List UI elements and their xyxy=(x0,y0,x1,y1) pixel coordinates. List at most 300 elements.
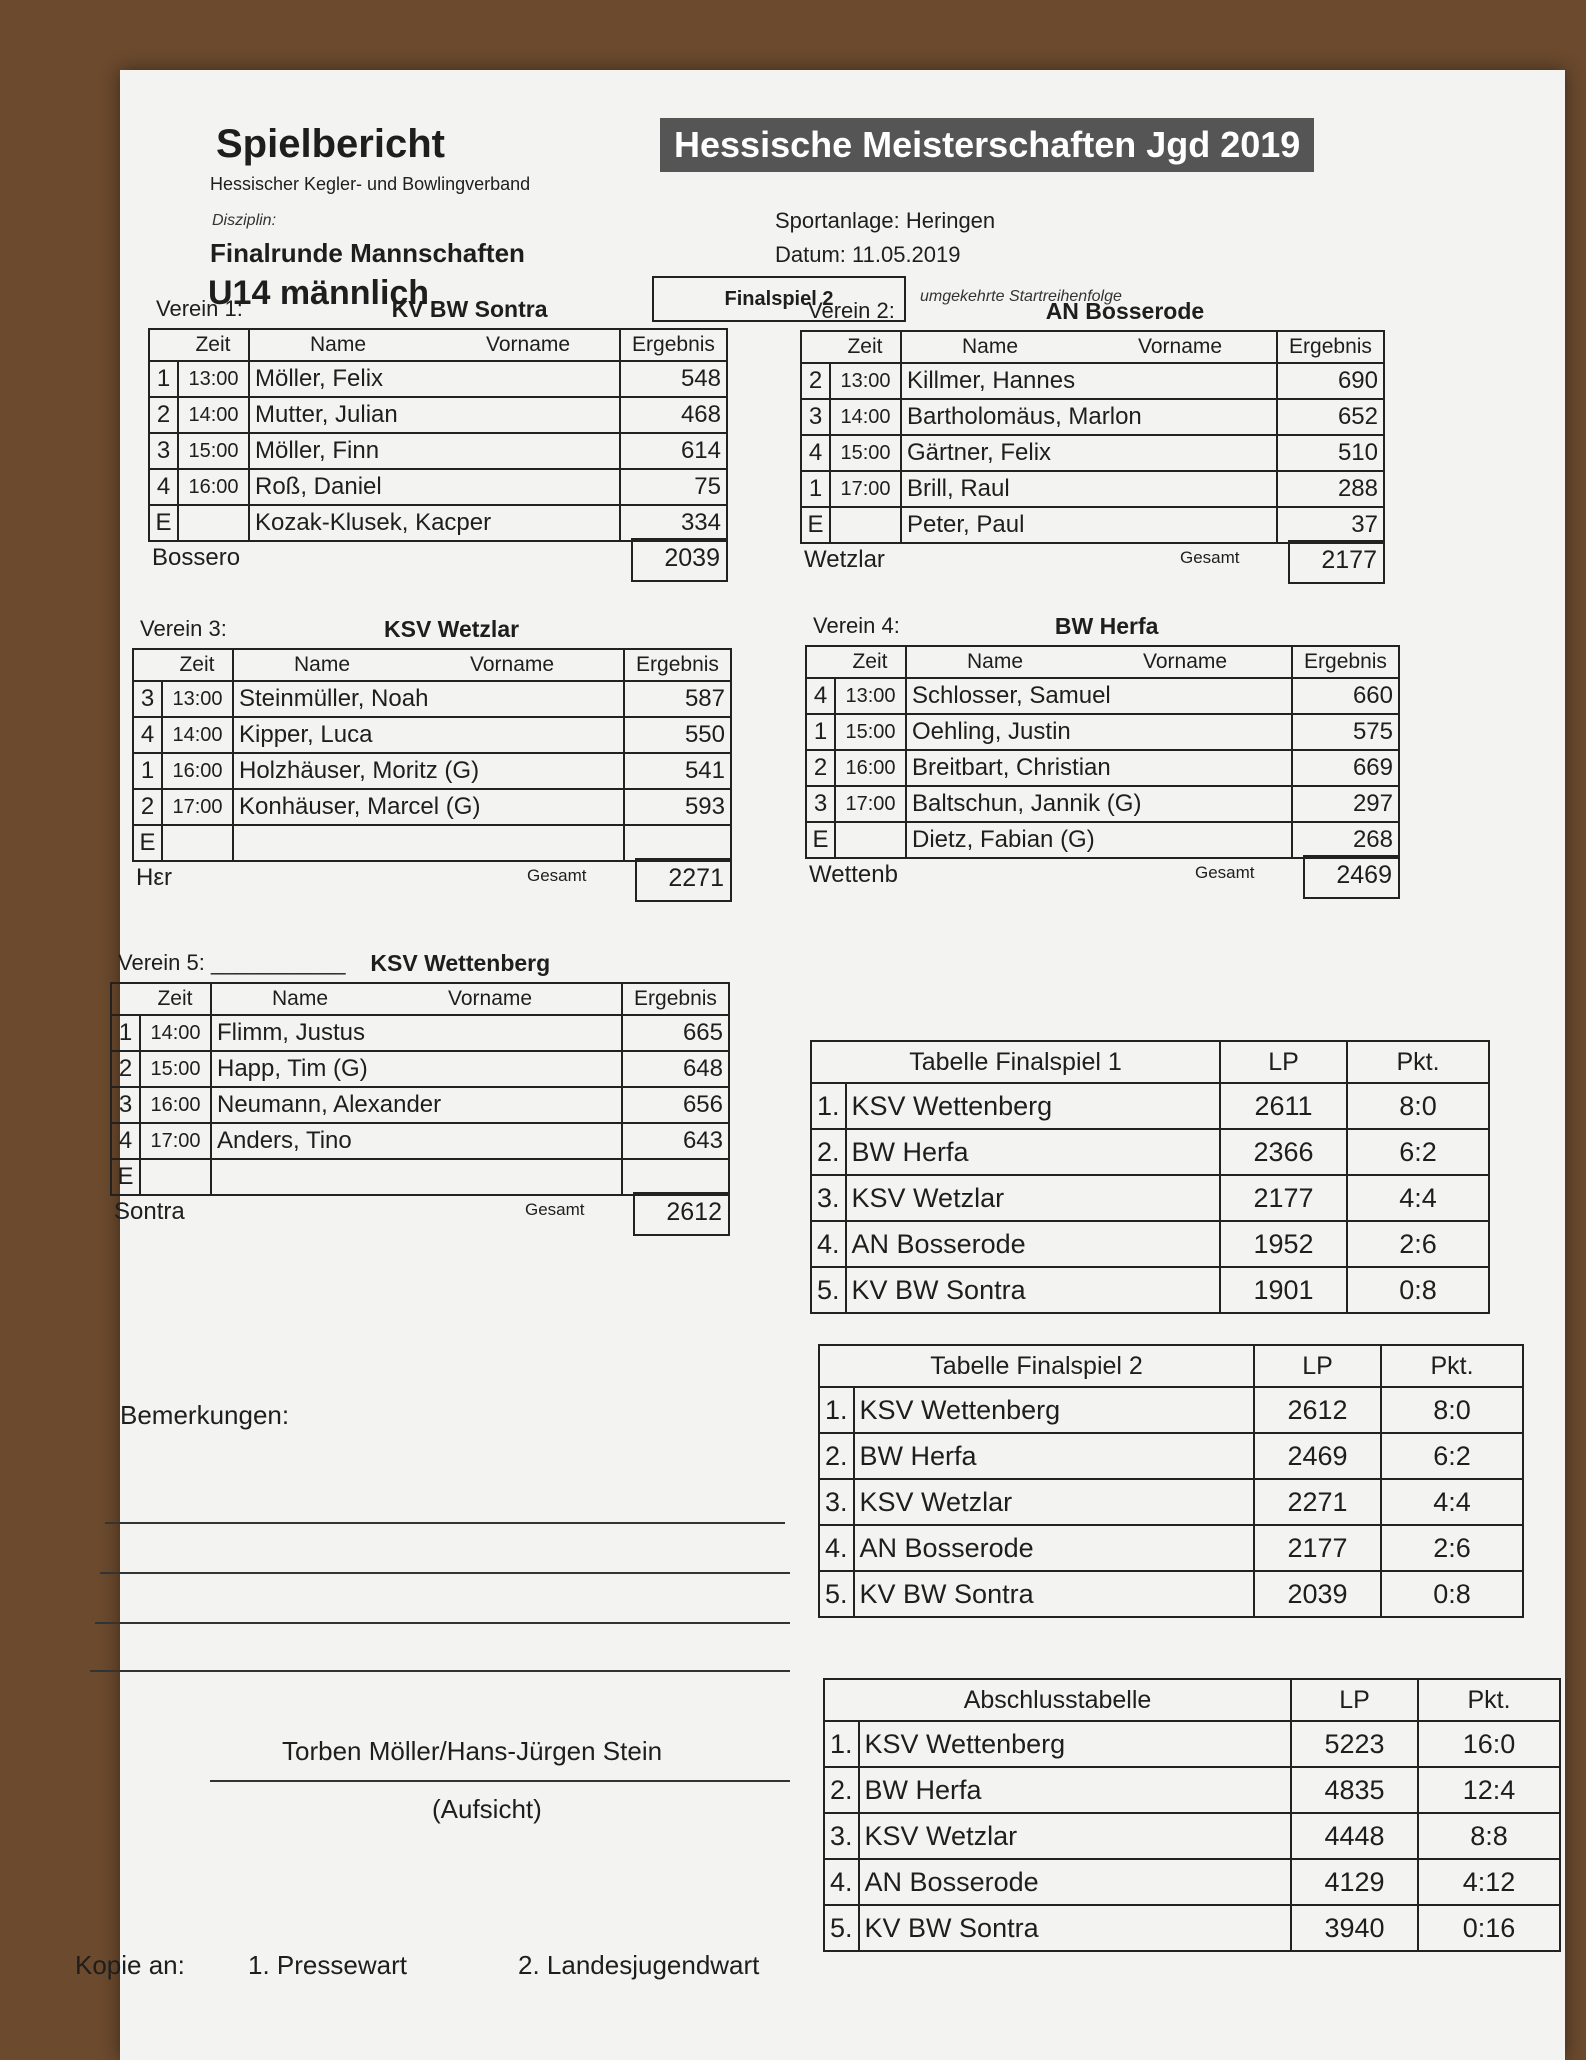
club-points: 0:16 xyxy=(1418,1905,1560,1951)
rank: 2. xyxy=(824,1767,859,1813)
player-number: 1 xyxy=(111,1015,140,1051)
team-label: Verein 5: ___________ xyxy=(118,950,346,975)
player-name: Flimm, Justus xyxy=(211,1015,622,1051)
player-name: Anders, Tino xyxy=(211,1123,622,1159)
player-time: 14:00 xyxy=(178,397,249,433)
club-name: KV BW Sontra xyxy=(859,1905,1291,1951)
club-name: KSV Wetzlar xyxy=(846,1175,1220,1221)
table-row xyxy=(811,1083,1489,1129)
table-row xyxy=(801,435,1384,471)
club-lp: 2612 xyxy=(1254,1387,1381,1433)
player-number: 4 xyxy=(801,435,830,471)
player-name: Breitbart, Christian xyxy=(906,750,1292,786)
club-name: BW Herfa xyxy=(854,1433,1254,1479)
player-time xyxy=(140,1159,211,1195)
player-time xyxy=(162,825,233,861)
table-row xyxy=(806,714,1399,750)
team-name: KSV Wetzlar xyxy=(384,616,520,642)
club-lp: 4129 xyxy=(1291,1859,1418,1905)
player-number: 2 xyxy=(133,789,162,825)
table-row xyxy=(819,1387,1523,1433)
club-lp: 2469 xyxy=(1254,1433,1381,1479)
player-number: 2 xyxy=(149,397,178,433)
player-time: 16:00 xyxy=(835,750,906,786)
club-name: KSV Wetzlar xyxy=(859,1813,1291,1859)
col-name xyxy=(249,329,620,361)
player-name: Möller, Finn xyxy=(249,433,620,469)
player-name: Möller, Felix xyxy=(249,361,620,397)
club-name: KV BW Sontra xyxy=(854,1571,1254,1617)
player-time: 15:00 xyxy=(830,435,901,471)
team-name: BW Herfa xyxy=(1054,613,1159,639)
supervisor-role: (Aufsicht) xyxy=(432,1794,542,1824)
club-points: 6:2 xyxy=(1347,1129,1489,1175)
col-nr xyxy=(806,646,835,678)
player-time: 17:00 xyxy=(162,789,233,825)
club-lp: 1901 xyxy=(1220,1267,1347,1313)
col-vorname-label: Vorname xyxy=(486,333,571,356)
table-row xyxy=(806,750,1399,786)
remarks-label: Bemerkungen: xyxy=(120,1400,290,1430)
club-lp: 4835 xyxy=(1291,1767,1418,1813)
team-total: 2177 xyxy=(1288,540,1385,584)
player-time xyxy=(835,822,906,858)
signature-line xyxy=(210,1780,790,1782)
player-time: 13:00 xyxy=(830,363,901,399)
team-name: KV BW Sontra xyxy=(391,296,548,322)
club-lp: 2271 xyxy=(1254,1479,1381,1525)
player-number: 3 xyxy=(801,399,830,435)
player-time xyxy=(830,507,901,543)
player-time: 15:00 xyxy=(835,714,906,750)
team-city: Bossero xyxy=(152,544,241,571)
col-zeit: Zeit xyxy=(162,649,233,681)
game-box: Finalspiel 2 xyxy=(652,276,906,322)
player-name: Happ, Tim (G) xyxy=(211,1051,622,1087)
team-table xyxy=(110,982,730,1196)
table-row xyxy=(801,399,1384,435)
player-name: Kipper, Luca xyxy=(233,717,624,753)
standings-table xyxy=(823,1678,1561,1952)
table-row xyxy=(149,505,727,541)
club-points: 16:0 xyxy=(1418,1721,1560,1767)
rank: 1. xyxy=(824,1721,859,1767)
player-number: 2 xyxy=(801,363,830,399)
player-score: 669 xyxy=(1292,750,1399,786)
club-points: 2:6 xyxy=(1347,1221,1489,1267)
team-total: 2039 xyxy=(631,538,728,582)
remarks-line xyxy=(100,1572,790,1574)
player-score: 510 xyxy=(1277,435,1384,471)
rank: 3. xyxy=(824,1813,859,1859)
club-lp: 2177 xyxy=(1254,1525,1381,1571)
col-name-label: Name xyxy=(967,650,1024,673)
col-pkt: Pkt. xyxy=(1347,1041,1489,1083)
table-row xyxy=(801,363,1384,399)
col-pkt: Pkt. xyxy=(1418,1679,1560,1721)
club-name: KSV Wetzlar xyxy=(854,1479,1254,1525)
col-zeit: Zeit xyxy=(140,983,211,1015)
discipline-label: Disziplin: xyxy=(212,212,277,229)
team-table xyxy=(148,328,728,542)
club-points: 0:8 xyxy=(1381,1571,1523,1617)
remarks-line xyxy=(90,1670,790,1672)
total-label: Gesamt xyxy=(1195,863,1255,882)
table-row xyxy=(801,507,1384,543)
table-row xyxy=(149,361,727,397)
report-title: Spielbericht xyxy=(216,122,445,166)
player-time: 13:00 xyxy=(835,678,906,714)
table-header-row xyxy=(819,1345,1523,1387)
table-header-row xyxy=(806,646,1399,678)
player-time: 15:00 xyxy=(140,1051,211,1087)
player-score: 593 xyxy=(624,789,731,825)
player-name xyxy=(211,1159,622,1195)
col-nr xyxy=(133,649,162,681)
table-row xyxy=(819,1571,1523,1617)
col-vorname-label: Vorname xyxy=(1138,335,1223,358)
team-city: Wettenb xyxy=(809,861,898,888)
table-row xyxy=(824,1859,1560,1905)
club-name: AN Bosserode xyxy=(846,1221,1220,1267)
player-name: Baltschun, Jannik (G) xyxy=(906,786,1292,822)
table-header-row xyxy=(824,1679,1560,1721)
player-number: 1 xyxy=(133,753,162,789)
table-header-row xyxy=(811,1041,1489,1083)
player-name: Dietz, Fabian (G) xyxy=(906,822,1292,858)
table-row xyxy=(133,825,731,861)
date: Datum: 11.05.2019 xyxy=(775,242,961,267)
player-time: 13:00 xyxy=(162,681,233,717)
col-nr xyxy=(149,329,178,361)
player-score: 468 xyxy=(620,397,727,433)
copy-recipient-2: 2. Landesjugendwart xyxy=(518,1950,760,1980)
table-header-row xyxy=(111,983,729,1015)
player-score: 541 xyxy=(624,753,731,789)
team-table xyxy=(132,648,732,862)
club-name: KSV Wettenberg xyxy=(854,1387,1254,1433)
col-pkt: Pkt. xyxy=(1381,1345,1523,1387)
championship-banner: Hessische Meisterschaften Jgd 2019 xyxy=(660,118,1314,172)
player-time: 17:00 xyxy=(835,786,906,822)
col-lp: LP xyxy=(1254,1345,1381,1387)
player-name: Neumann, Alexander xyxy=(211,1087,622,1123)
team-label: Verein 1: xyxy=(156,296,243,321)
standings-table xyxy=(810,1040,1490,1314)
table-row xyxy=(149,433,727,469)
club-name: AN Bosserode xyxy=(854,1525,1254,1571)
team-label: Verein 3: xyxy=(140,616,227,641)
player-score: 652 xyxy=(1277,399,1384,435)
table-row xyxy=(824,1721,1560,1767)
team-table xyxy=(800,330,1385,544)
team-total: 2612 xyxy=(633,1192,730,1236)
table-row xyxy=(811,1129,1489,1175)
player-number: E xyxy=(111,1159,140,1195)
table-row xyxy=(111,1015,729,1051)
col-ergebnis: Ergebnis xyxy=(622,983,729,1015)
player-name: Killmer, Hannes xyxy=(901,363,1277,399)
table-header-row xyxy=(149,329,727,361)
table-row xyxy=(819,1479,1523,1525)
rank: 5. xyxy=(824,1905,859,1951)
rank: 2. xyxy=(811,1129,846,1175)
table-row xyxy=(811,1175,1489,1221)
player-number: 1 xyxy=(801,471,830,507)
team-total: 2271 xyxy=(635,858,732,902)
club-name: KSV Wettenberg xyxy=(859,1721,1291,1767)
col-zeit: Zeit xyxy=(178,329,249,361)
player-number: 4 xyxy=(149,469,178,505)
club-points: 8:0 xyxy=(1381,1387,1523,1433)
team-label: Verein 2: xyxy=(808,298,895,323)
club-lp: 1952 xyxy=(1220,1221,1347,1267)
rank: 5. xyxy=(811,1267,846,1313)
player-number: E xyxy=(806,822,835,858)
col-nr xyxy=(111,983,140,1015)
supervisor-name: Torben Möller/Hans-Jürgen Stein xyxy=(282,1736,663,1766)
club-name: KV BW Sontra xyxy=(846,1267,1220,1313)
player-name: Steinmüller, Noah xyxy=(233,681,624,717)
player-name: Konhäuser, Marcel (G) xyxy=(233,789,624,825)
copy-recipient-1: 1. Pressewart xyxy=(248,1950,407,1980)
club-points: 8:0 xyxy=(1347,1083,1489,1129)
col-ergebnis: Ergebnis xyxy=(624,649,731,681)
col-name xyxy=(901,331,1277,363)
col-name-label: Name xyxy=(294,653,351,676)
player-number: E xyxy=(133,825,162,861)
player-score: 75 xyxy=(620,469,727,505)
table-row xyxy=(806,678,1399,714)
player-time: 16:00 xyxy=(162,753,233,789)
discipline: Finalrunde Mannschaften xyxy=(210,238,525,268)
club-lp: 2039 xyxy=(1254,1571,1381,1617)
player-time: 13:00 xyxy=(178,361,249,397)
player-score: 587 xyxy=(624,681,731,717)
remarks-line xyxy=(105,1522,785,1524)
club-lp: 3940 xyxy=(1291,1905,1418,1951)
club-points: 2:6 xyxy=(1381,1525,1523,1571)
col-name-label: Name xyxy=(310,333,367,356)
total-label: Gesamt xyxy=(1180,548,1240,567)
category: U14 männlich xyxy=(208,274,430,312)
rank: 4. xyxy=(824,1859,859,1905)
team-city: Wetzlar xyxy=(804,546,885,573)
table-row xyxy=(133,789,731,825)
rank: 4. xyxy=(819,1525,854,1571)
player-number: E xyxy=(149,505,178,541)
player-name: Roß, Daniel xyxy=(249,469,620,505)
table-row xyxy=(806,786,1399,822)
club-points: 4:12 xyxy=(1418,1859,1560,1905)
table-row xyxy=(824,1767,1560,1813)
club-points: 0:8 xyxy=(1347,1267,1489,1313)
table-row xyxy=(811,1221,1489,1267)
col-ergebnis: Ergebnis xyxy=(620,329,727,361)
player-time: 14:00 xyxy=(140,1015,211,1051)
player-number: 2 xyxy=(111,1051,140,1087)
player-number: E xyxy=(801,507,830,543)
club-points: 8:8 xyxy=(1418,1813,1560,1859)
table-row xyxy=(824,1813,1560,1859)
table-row xyxy=(801,471,1384,507)
col-lp: LP xyxy=(1291,1679,1418,1721)
table-row xyxy=(133,681,731,717)
col-ergebnis: Ergebnis xyxy=(1292,646,1399,678)
player-score: 334 xyxy=(620,505,727,541)
remarks-line xyxy=(95,1622,790,1624)
club-points: 4:4 xyxy=(1347,1175,1489,1221)
club-name: BW Herfa xyxy=(859,1767,1291,1813)
table-row xyxy=(111,1051,729,1087)
club-name: BW Herfa xyxy=(846,1129,1220,1175)
rank: 3. xyxy=(811,1175,846,1221)
total-label: Gesamt xyxy=(527,866,587,885)
player-name: Oehling, Justin xyxy=(906,714,1292,750)
player-score: 288 xyxy=(1277,471,1384,507)
player-name: Gärtner, Felix xyxy=(901,435,1277,471)
player-score: 614 xyxy=(620,433,727,469)
player-number: 4 xyxy=(133,717,162,753)
table-row xyxy=(133,717,731,753)
player-time: 16:00 xyxy=(178,469,249,505)
player-number: 2 xyxy=(806,750,835,786)
standings-table xyxy=(818,1344,1524,1618)
player-time: 14:00 xyxy=(162,717,233,753)
player-name: Mutter, Julian xyxy=(249,397,620,433)
col-lp: LP xyxy=(1220,1041,1347,1083)
player-score: 643 xyxy=(622,1123,729,1159)
player-score: 550 xyxy=(624,717,731,753)
club-lp: 4448 xyxy=(1291,1813,1418,1859)
rank: 4. xyxy=(811,1221,846,1267)
player-score: 648 xyxy=(622,1051,729,1087)
team-name: KSV Wettenberg xyxy=(370,950,551,976)
player-number: 4 xyxy=(111,1123,140,1159)
player-name: Holzhäuser, Moritz (G) xyxy=(233,753,624,789)
org-name: Hessischer Kegler- und Bowlingverband xyxy=(210,174,531,194)
player-number: 4 xyxy=(806,678,835,714)
rank: 2. xyxy=(819,1433,854,1479)
player-score xyxy=(624,825,731,861)
player-time: 16:00 xyxy=(140,1087,211,1123)
col-name-label: Name xyxy=(962,335,1019,358)
col-name xyxy=(233,649,624,681)
player-time: 17:00 xyxy=(830,471,901,507)
col-zeit: Zeit xyxy=(830,331,901,363)
club-name: AN Bosserode xyxy=(859,1859,1291,1905)
club-points: 12:4 xyxy=(1418,1767,1560,1813)
col-name-label: Name xyxy=(272,987,329,1010)
player-score: 548 xyxy=(620,361,727,397)
col-zeit: Zeit xyxy=(835,646,906,678)
player-score: 268 xyxy=(1292,822,1399,858)
rank: 1. xyxy=(811,1083,846,1129)
col-vorname-label: Vorname xyxy=(1143,650,1228,673)
player-number: 3 xyxy=(806,786,835,822)
team-name: AN Bosserode xyxy=(1045,298,1205,324)
rank: 3. xyxy=(819,1479,854,1525)
player-name xyxy=(233,825,624,861)
table-row xyxy=(811,1267,1489,1313)
table-row xyxy=(111,1159,729,1195)
player-time: 17:00 xyxy=(140,1123,211,1159)
standings-title: Abschlusstabelle xyxy=(824,1679,1291,1721)
club-name: KSV Wettenberg xyxy=(846,1083,1220,1129)
player-number: 3 xyxy=(133,681,162,717)
rank: 1. xyxy=(819,1387,854,1433)
player-score: 37 xyxy=(1277,507,1384,543)
table-header-row xyxy=(801,331,1384,363)
table-row xyxy=(149,397,727,433)
player-name: Bartholomäus, Marlon xyxy=(901,399,1277,435)
table-header-row xyxy=(133,649,731,681)
team-label: Verein 4: xyxy=(813,613,900,638)
table-row xyxy=(111,1123,729,1159)
player-name: Peter, Paul xyxy=(901,507,1277,543)
table-row xyxy=(819,1433,1523,1479)
standings-title: Tabelle Finalspiel 2 xyxy=(819,1345,1254,1387)
player-score: 575 xyxy=(1292,714,1399,750)
col-name xyxy=(906,646,1292,678)
player-number: 3 xyxy=(149,433,178,469)
col-ergebnis: Ergebnis xyxy=(1277,331,1384,363)
total-label: Gesamt xyxy=(525,1200,585,1219)
table-row xyxy=(133,753,731,789)
player-score: 660 xyxy=(1292,678,1399,714)
table-row xyxy=(111,1087,729,1123)
col-vorname-label: Vorname xyxy=(448,987,533,1010)
club-points: 4:4 xyxy=(1381,1479,1523,1525)
game-note: umgekehrte Startreihenfolge xyxy=(920,288,1122,305)
copy-label: Kopie an: xyxy=(75,1950,185,1980)
col-name xyxy=(211,983,622,1015)
col-nr xyxy=(801,331,830,363)
table-row xyxy=(149,469,727,505)
player-time: 14:00 xyxy=(830,399,901,435)
report-sheet xyxy=(75,70,1565,2060)
team-city: Sontra xyxy=(114,1198,185,1225)
club-lp: 2611 xyxy=(1220,1083,1347,1129)
player-score: 656 xyxy=(622,1087,729,1123)
player-score: 665 xyxy=(622,1015,729,1051)
team-table xyxy=(805,645,1400,859)
player-number: 3 xyxy=(111,1087,140,1123)
team-city: Hεr xyxy=(136,864,173,891)
player-score xyxy=(622,1159,729,1195)
standings-title: Tabelle Finalspiel 1 xyxy=(811,1041,1220,1083)
player-number: 1 xyxy=(149,361,178,397)
club-points: 6:2 xyxy=(1381,1433,1523,1479)
club-lp: 5223 xyxy=(1291,1721,1418,1767)
player-name: Schlosser, Samuel xyxy=(906,678,1292,714)
rank: 5. xyxy=(819,1571,854,1617)
table-row xyxy=(819,1525,1523,1571)
player-name: Brill, Raul xyxy=(901,471,1277,507)
club-lp: 2366 xyxy=(1220,1129,1347,1175)
team-total: 2469 xyxy=(1303,855,1400,899)
col-vorname-label: Vorname xyxy=(470,653,555,676)
player-score: 297 xyxy=(1292,786,1399,822)
player-time xyxy=(178,505,249,541)
player-number: 1 xyxy=(806,714,835,750)
venue: Sportanlage: Heringen xyxy=(775,208,996,233)
player-score: 690 xyxy=(1277,363,1384,399)
player-name: Kozak-Klusek, Kacper xyxy=(249,505,620,541)
table-row xyxy=(806,822,1399,858)
table-row xyxy=(824,1905,1560,1951)
club-lp: 2177 xyxy=(1220,1175,1347,1221)
